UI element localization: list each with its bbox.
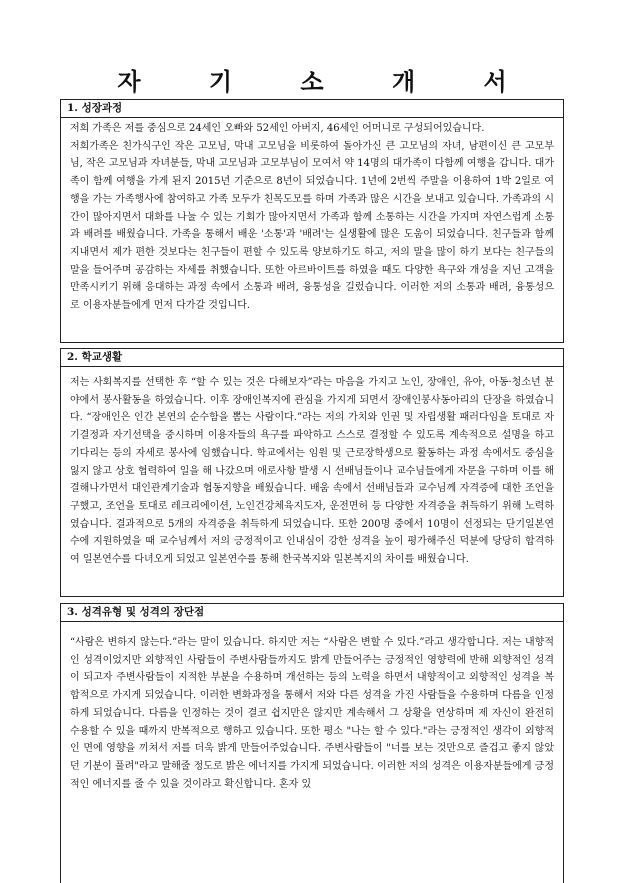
section-body <box>61 622 563 793</box>
section-growth <box>60 99 564 343</box>
section-paragraph: 저희가족은 친가식구인 작은 고모님, 막내 고모님을 비롯하여 돌아가신 큰 고모님의 자녀, 남편이신 큰 고모부님, 작은 고모님과 자녀분들, 막내 고모님과 고모부님이 모여서 약 14명의 대가족이 다함께 여행을 갑니다. 대가족이 함께 여행을 가게 된지 2015년 기준으로 8년이 되었습니다. 1년에 2번씩 주말을 이용하여 1박 2일로 여행을 가는 가족행사에 참여하고 가족 모두가 친목도모를 하며 가족과 많은 시간을 보내고 있습니다. 가족과의 시간이 많아지면서 대화를 나눌 수 있는 기회가 많아지면서 가족과 함께 소통하는 시간을 가지며 자연스럽게 소통과 배려를 배웠습니다. 가족을 통해서 배운 '소통'과 '배려'는 실생활에 많은 도움이 되었습니다. 친구들과 함께 지내면서 제가 편한 것보다는 친구들이 편할 수 있도록 양보하기도 하고, 저의 말을 많이 하기 보다는 친구들의 말을 들어주며 공감하는 자세를 취했습니다. 또한 아르바이트를 하였을 때도 다양한 욕구와 개성을 지닌 고객을 만족시키기 위해 응대하는 과정 속에서 소통과 배려, 융통성을 길렀습니다. 이러한 저의 소통과 배려, 융통성으로 이용자분들에게 먼저 다가갈 것입니다. <box>70 140 554 312</box>
section-school-life <box>60 348 564 597</box>
section-paragraph: 저희 가족은 저를 중심으로 24세인 오빠와 52세인 아버지, 46세인 어머니로 구성되어있습니다. <box>70 123 485 134</box>
document-title: 자 기 소 개 서 <box>117 67 537 96</box>
section-personality <box>60 603 564 883</box>
section-heading: 2. 학교생활 <box>61 349 563 367</box>
section-heading: 3. 성격유형 및 성격의 장단점 <box>61 604 563 622</box>
section-paragraph: “사람은 변하지 않는다.”라는 말이 있습니다. 하지만 저는 “사람은 변할 수 있다.”라고 생각합니다. 저는 내향적인 성격이었지만 외향적인 사람들이 주변사람들까지도 밝게 만들어주는 긍정적인 영향력에 반해 외향적인 성격이 되고자 주변사람들이 지적한 부분을 수용하며 개선하는 등의 노력을 하면서 내향적이고 외향적인 성격을 복합적으로 가지게 되었습니다. 이러한 변화과정을 통해서 저와 다른 성격을 가진 사람들을 수용하며 다름을 인정하게 되었습니다. 다름을 인정하는 것이 결코 쉽지만은 않지만 계속해서 그 상황을 연상하며 제 자신이 완전히 수용할 수 있을 때까지 반복적으로 행하고 있습니다. 또한 평소 "나는 할 수 있다."라는 긍정적인 생각이 외향적인 면에 영향을 끼쳐서 저를 더욱 밝게 만들어주었습니다. 주변사람들이 "너를 보는 것만으로 즐겁고 좋지 않았던 기분이 풀려"라고 말해줄 정도로 밝은 에너지를 가지게 되었습니다. 이러한 저의 성격은 이용자분들에게 긍정적인 에너지를 줄 수 있을 것이라고 확신합니다. 혼자 있 <box>70 637 554 790</box>
section-paragraph: 저는 사회복지를 선택한 후 “할 수 있는 것은 다해보자”라는 마음을 가지고 노인, 장애인, 유아, 아동·청소년 분야에서 봉사활동을 하였습니다. 이후 장애인복지에 관심을 가지게 되면서 장애인봉사동아리의 단장을 하였습니다. “장애인은 인간 본연의 순수함을 뽐는 사람이다.”라는 저의 가치와 인권 및 자립생활 패러다임을 토대로 자기결정과 자기선택을 중시하며 이용자들의 욕구를 파악하고 스스로 결정할 수 있도록 계속적으로 설명을 하고 기다리는 등의 자세로 봉사에 임했습니다. 학교에서는 임원 및 근로장학생으로 활동하는 과정 속에서도 중심을 잃지 않고 상호 협력하여 일을 해 나갔으며 애로사항 발생 시 선배님들이나 교수님들에게 자문을 구하며 이를 해결해나가면서 대인관계기술과 협동지향을 배웠습니다. 배움 속에서 선배님들과 교수님께 자격증에 대한 조언을 구했고, 조언을 토대로 레크리에이션, 노인건강체육지도자, 운전면허 등 다양한 자격증을 취득하기 위해 노력하였습니다. 결과적으로 5개의 자격증을 취득하게 되었습니다. 또한 200명 중에서 10명이 선정되는 단기일본연수에 지원하였을 때 교수님께서 저의 긍정적이고 인내심이 강한 성격을 높이 평가해주신 덕분에 당당히 합격하여 일본연수를 다녀오게 되었고 일본연수를 통해 한국복지와 일본복지의 차이를 배웠습니다. <box>70 377 554 566</box>
section-body <box>61 118 563 315</box>
section-body <box>61 367 563 569</box>
section-heading: 1. 성장과정 <box>61 100 563 118</box>
